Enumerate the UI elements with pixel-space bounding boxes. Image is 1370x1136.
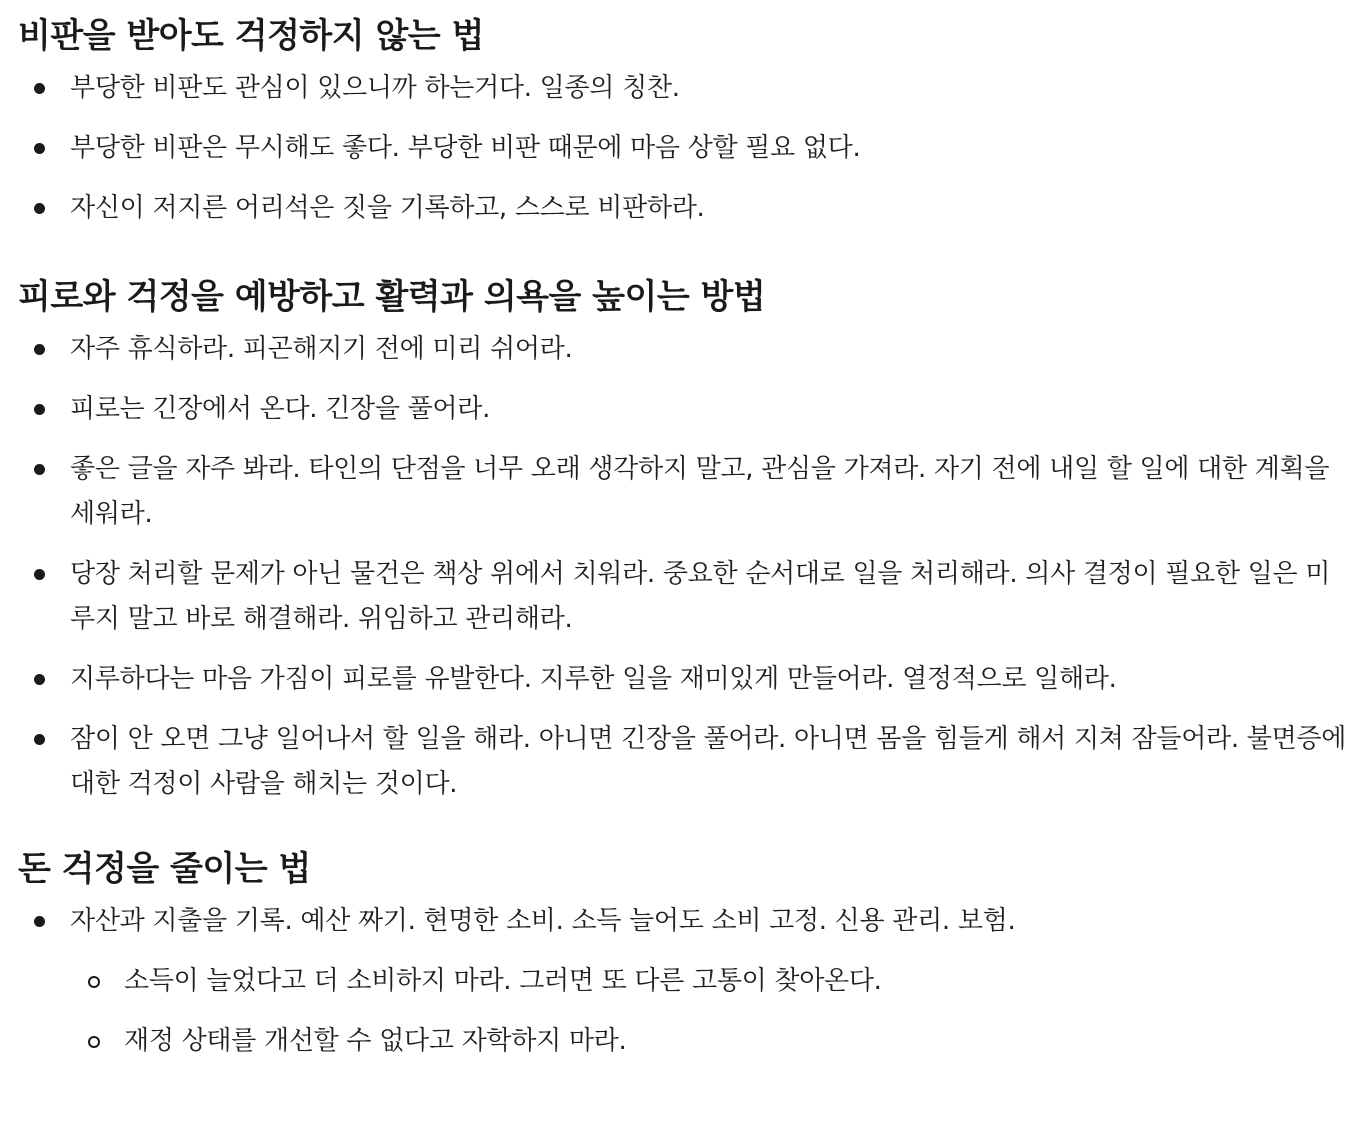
list-item <box>18 66 1350 111</box>
bullet-list <box>18 899 1350 944</box>
list-item <box>18 657 1350 702</box>
list-item <box>18 186 1350 231</box>
bullet-icon <box>34 674 45 685</box>
bullet-icon <box>34 734 45 745</box>
list-item-text: 부당한 비판은 무시해도 좋다. 부당한 비판 때문에 마음 상할 필요 없다. <box>70 133 861 163</box>
list-item-text: 자주 휴식하라. 피곤해지기 전에 미리 쉬어라. <box>70 334 573 364</box>
sub-bullet-list <box>70 959 1350 1064</box>
circle-bullet-icon <box>88 976 100 988</box>
sub-list-item <box>70 1019 1350 1064</box>
list-item-text: 당장 처리할 문제가 아닌 물건은 책상 위에서 치워라. 중요한 순서대로 일을 처리해라. 의사 결정이 필요한 일은 미루지 말고 바로 해결해라. 위임하고 관리해라. <box>70 559 1331 634</box>
bullet-icon <box>34 143 45 154</box>
bullet-icon <box>34 203 45 214</box>
list-item-text: 지루하다는 마음 가짐이 피로를 유발한다. 지루한 일을 재미있게 만들어라. 열정적으로 일해라. <box>70 664 1117 694</box>
list-item-text: 좋은 글을 자주 봐라. 타인의 단점을 너무 오래 생각하지 말고, 관심을 가져라. 자기 전에 내일 할 일에 대한 계획을 세워라. <box>70 454 1330 529</box>
section-heading: 피로와 걱정을 예방하고 활력과 의욕을 높이는 방법 <box>18 277 766 317</box>
section-heading: 비판을 받아도 걱정하지 않는 법 <box>18 16 484 56</box>
list-item <box>18 447 1350 537</box>
sub-list-item <box>70 959 1350 1004</box>
list-item <box>18 387 1350 432</box>
bullet-icon <box>34 404 45 415</box>
sub-list-item-text: 소득이 늘었다고 더 소비하지 마라. 그러면 또 다른 고통이 찾아온다. <box>124 966 882 996</box>
sub-list-item-text: 재정 상태를 개선할 수 없다고 자학하지 마라. <box>124 1026 627 1056</box>
bullet-list <box>18 327 1350 807</box>
list-item <box>18 327 1350 372</box>
bullet-icon <box>34 344 45 355</box>
bullet-icon <box>34 83 45 94</box>
list-item-text: 부당한 비판도 관심이 있으니까 하는거다. 일종의 칭찬. <box>70 73 680 103</box>
section-money <box>18 807 1350 1064</box>
circle-bullet-icon <box>88 1036 100 1048</box>
list-item <box>18 552 1350 642</box>
list-item-text: 자신이 저지른 어리석은 짓을 기록하고, 스스로 비판하라. <box>70 193 705 223</box>
list-item <box>18 717 1350 807</box>
section-criticism <box>18 0 1350 231</box>
list-item-text: 자산과 지출을 기록. 예산 짜기. 현명한 소비. 소득 늘어도 소비 고정. 신용 관리. 보험. <box>70 906 1016 936</box>
bullet-icon <box>34 464 45 475</box>
bullet-icon <box>34 916 45 927</box>
list-item <box>18 126 1350 171</box>
list-item-text: 잠이 안 오면 그냥 일어나서 할 일을 해라. 아니면 긴장을 풀어라. 아니면 몸을 힘들게 해서 지쳐 잠들어라. 불면증에 대한 걱정이 사람을 해치는 것이다. <box>70 724 1347 799</box>
list-item-text: 피로는 긴장에서 온다. 긴장을 풀어라. <box>70 394 491 424</box>
bullet-list <box>18 66 1350 231</box>
section-fatigue <box>18 231 1350 807</box>
bullet-icon <box>34 569 45 580</box>
section-heading: 돈 걱정을 줄이는 법 <box>18 849 311 889</box>
sub-list-container <box>70 959 1350 1064</box>
list-item <box>18 899 1350 944</box>
